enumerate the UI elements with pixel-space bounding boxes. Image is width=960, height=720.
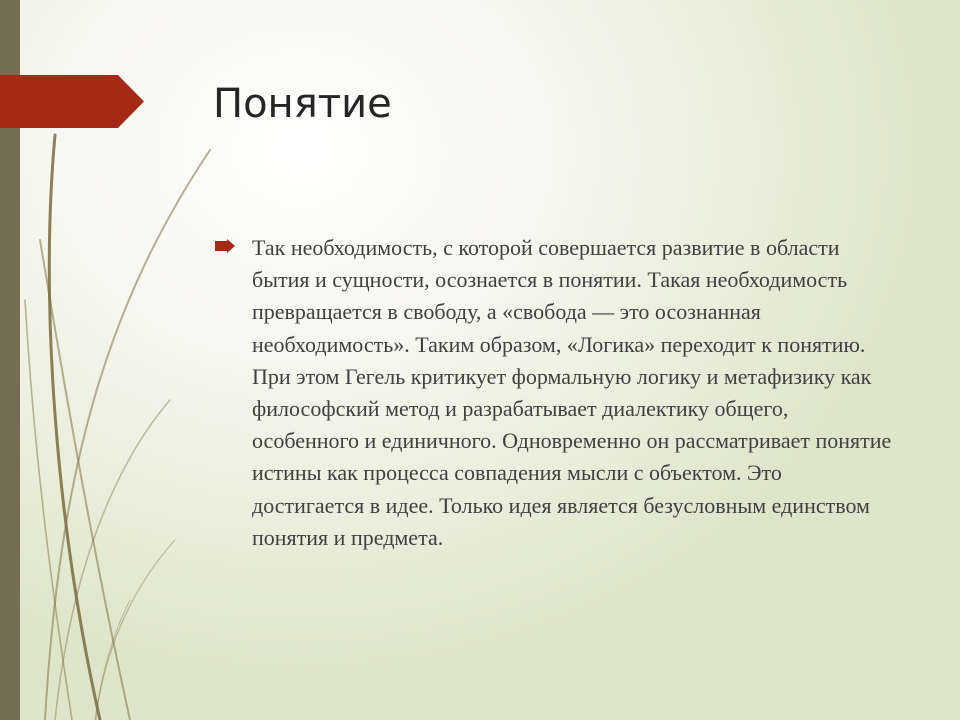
grass-line <box>49 135 100 720</box>
grass-line <box>96 600 130 720</box>
grass-line <box>55 400 170 720</box>
grass-line <box>45 150 210 720</box>
arrow-bullet-icon <box>215 239 235 253</box>
grass-line <box>95 540 175 720</box>
slide-title: Понятие <box>213 81 392 127</box>
arrow-banner-icon <box>0 75 144 128</box>
bullet-text: Так необходимость, с которой совершается развитие в области бытия и сущности, осознается в понятии. Такая необходимость превращается в свободу, а «свобода — это осознанная необходимость». Таким образом, «Логика» переходит к понятию. При этом Гегель критикует формальную логику и метафизику как философский метод и разрабатывает диалектику общего, особенного и единичного. Одновременно он рассматривает понятие истины как процесса совпадения мысли с объектом. Это достигается в идее. Только идея является безусловным единством понятия и предмета. <box>252 235 892 550</box>
bullet-list <box>215 232 895 554</box>
